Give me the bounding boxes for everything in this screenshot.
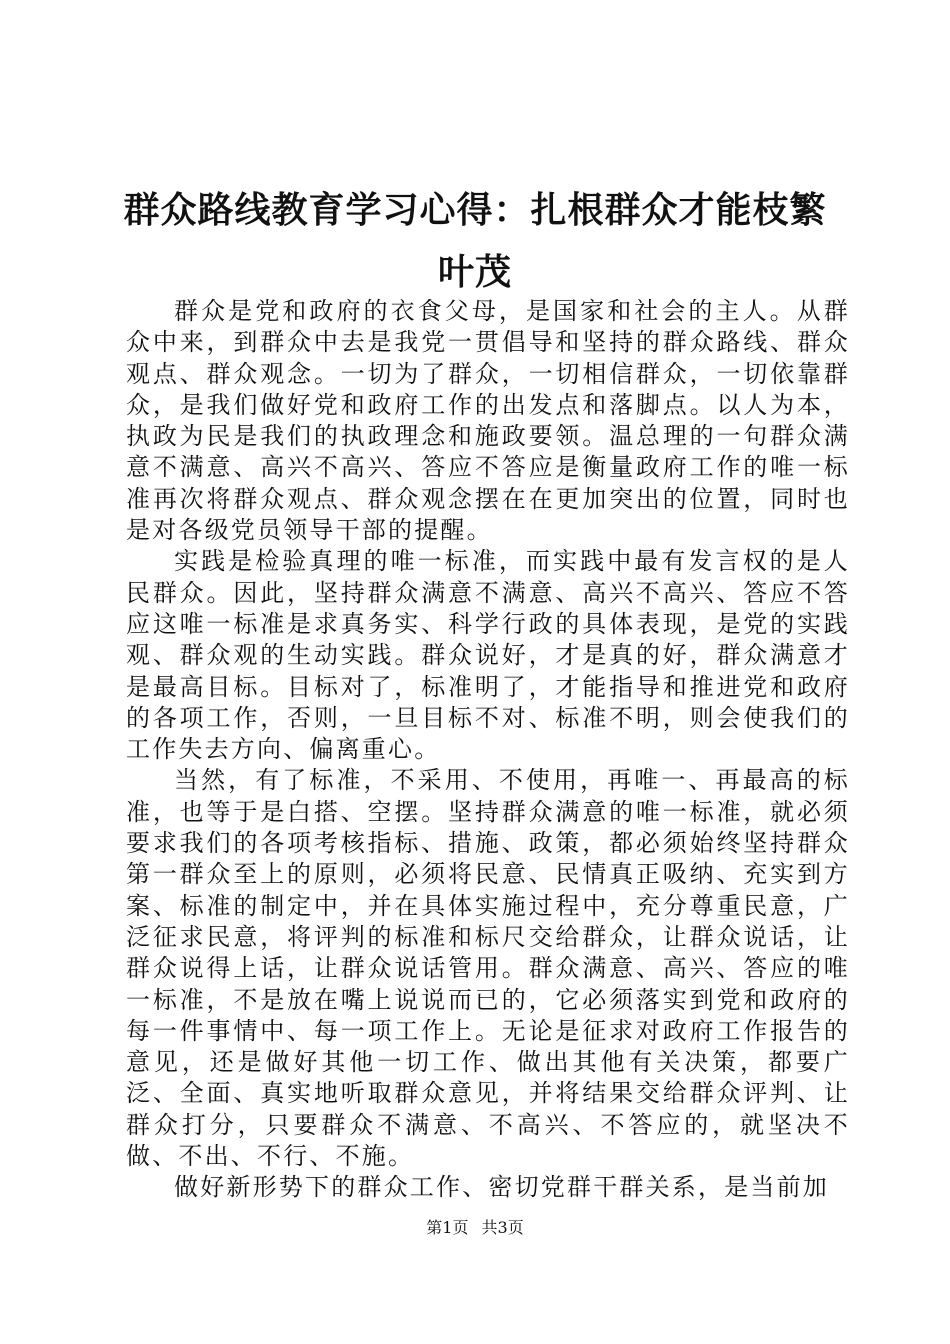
page-footer — [0, 1218, 950, 1238]
paragraph-2: 实践是检验真理的唯一标准，而实践中最有发言权的是人民群众。因此，坚持群众满意不满意、高兴不高兴、答应不答应这唯一标准是求真务实、科学行政的具体表现，是党的实践观、群众观的生动实践。群众说好，才是真的好，群众满意才是最高目标。目标对了，标准明了，才能指导和推进党和政府的各项工作，否则，一旦目标不对、标准不明，则会使我们的工作失去方向、偏离重心。 — [126, 547, 850, 764]
paragraph-3: 当然，有了标准，不采用、不使用，再唯一、再最高的标准，也等于是白搭、空摆。坚持群众满意的唯一标准，就必须要求我们的各项考核指标、措施、政策，都必须始终坚持群众第一群众至上的原则，必须将民意、民情真正吸纳、充实到方案、标准的制定中，并在具体实施过程中，充分尊重民意，广泛征求民意，将评判的标准和标尺交给群众，让群众说话，让群众说得上话，让群众说话管用。群众满意、高兴、答应的唯一标准，不是放在嘴上说说而已的，它必须落实到党和政府的每一件事情中、每一项工作上。无论是征求对政府工作报告的意见，还是做好其他一切工作、做出其他有关决策，都要广泛、全面、真实地听取群众意见，并将结果交给群众评判、让群众打分，只要群众不满意、不高兴、不答应的，就坚决不做、不出、不行、不施。 — [126, 766, 850, 1171]
page-total: 共3页 — [481, 1218, 524, 1237]
page-number: 第1页 — [426, 1218, 469, 1237]
paragraph-4: 做好新形势下的群众工作、密切党群干群关系，是当前加 — [174, 1173, 829, 1202]
document-body — [126, 296, 850, 1204]
paragraph-1: 群众是党和政府的衣食父母，是国家和社会的主人。从群众中来，到群众中去是我党一贯倡导和坚持的群众路线、群众观点、群众观念。一切为了群众，一切相信群众，一切依靠群众，是我们做好党和政府工作的出发点和落脚点。以人为本，执政为民是我们的执政理念和施政要领。温总理的一句群众满意不满意、高兴不高兴、答应不答应是衡量政府工作的唯一标准再次将群众观点、群众观念摆在在更加突出的位置，同时也是对各级党员领导干部的提醒。 — [126, 297, 850, 545]
document-title: 群众路线教育学习心得：扎根群众才能枝繁叶茂 — [123, 190, 827, 293]
